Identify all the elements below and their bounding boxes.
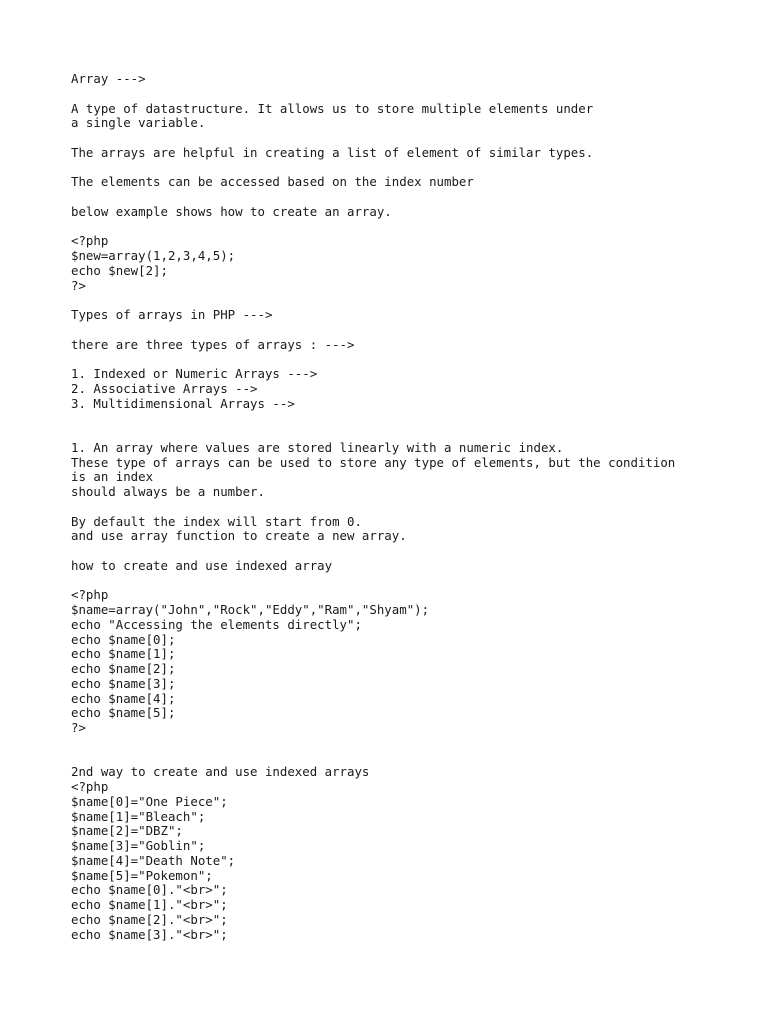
text-line: $name[4]="Death Note"; [71,852,236,868]
text-line: how to create and use indexed array [71,557,333,573]
text-line: 3. Multidimensional Arrays --> [71,395,295,411]
blank-line [71,293,711,308]
text-line: <?php [71,779,109,794]
blank-line [71,352,711,367]
text-line: A type of datastructure. It allows us to store multiple elements under [71,100,594,116]
text-line: echo $name[0]."<br>"; [71,882,228,898]
blank-line [71,751,711,766]
text-line: By default the index will start from 0. [71,513,362,529]
blank-line [71,574,711,589]
blank-line [71,544,711,559]
document-body [71,72,711,942]
blank-line [71,220,711,235]
blank-line [71,736,711,751]
text-line: a single variable. [71,115,206,131]
text-line: echo $name[1]; [71,646,176,662]
text-line: <?php [71,233,109,249]
text-line: below example shows how to create an array. [71,203,392,219]
blank-line [71,323,711,338]
text-line: echo $name[0]; [71,631,176,647]
text-line: <?php [71,587,109,603]
text-line: echo $name[1]."<br>"; [71,897,228,912]
blank-line [71,500,711,515]
text-line: Types of arrays in PHP ---> [71,307,273,322]
text-line: should always be a number. [71,484,265,499]
text-line: The elements can be accessed based on the index number [71,174,474,190]
text-line: 2. Associative Arrays --> [71,380,258,396]
text-line: ?> [71,277,86,293]
text-line: echo $name[2]; [71,661,176,676]
blank-line [71,190,711,205]
text-line: These type of arrays can be used to store any type of elements, but the condition [71,454,676,470]
text-line: $name=array("John","Rock","Eddy","Ram","Shyam"); [71,602,430,617]
blank-line [71,161,711,176]
text-line: 1. An array where values are stored linearly with a numeric index. [71,439,564,455]
text-line: is an index [71,469,154,485]
text-line: $name[0]="One Piece"; [71,793,228,809]
text-line: echo $name[2]."<br>"; [71,911,228,927]
text-line: 2nd way to create and use indexed arrays [71,764,370,780]
blank-line [71,411,711,426]
text-line: The arrays are helpful in creating a list of element of similar types. [71,144,594,160]
text-line: ?> [71,720,86,735]
text-line: echo $name[5]; [71,705,176,721]
blank-line [71,87,711,102]
text-line: $name[2]="DBZ"; [71,823,183,839]
text-line: $name[5]="Pokemon"; [71,867,213,883]
text-line: $name[1]="Bleach"; [71,808,206,824]
text-line: there are three types of arrays : ---> [71,336,355,352]
text-line: echo "Accessing the elements directly"; [71,616,362,632]
text-line: echo $new[2]; [71,262,168,278]
text-line: echo $name[3]; [71,675,176,691]
text-line: 1. Indexed or Numeric Arrays ---> [71,366,318,381]
text-line: echo $name[3]."<br>"; [71,926,228,942]
text-line: echo $name[4]; [71,690,176,706]
blank-line [71,131,711,146]
text-line: and use array function to create a new array. [71,528,407,544]
text-line: $name[3]="Goblin"; [71,838,206,853]
blank-line [71,426,711,441]
text-line: Array ---> [71,71,146,86]
text-line: $new=array(1,2,3,4,5); [71,248,236,263]
